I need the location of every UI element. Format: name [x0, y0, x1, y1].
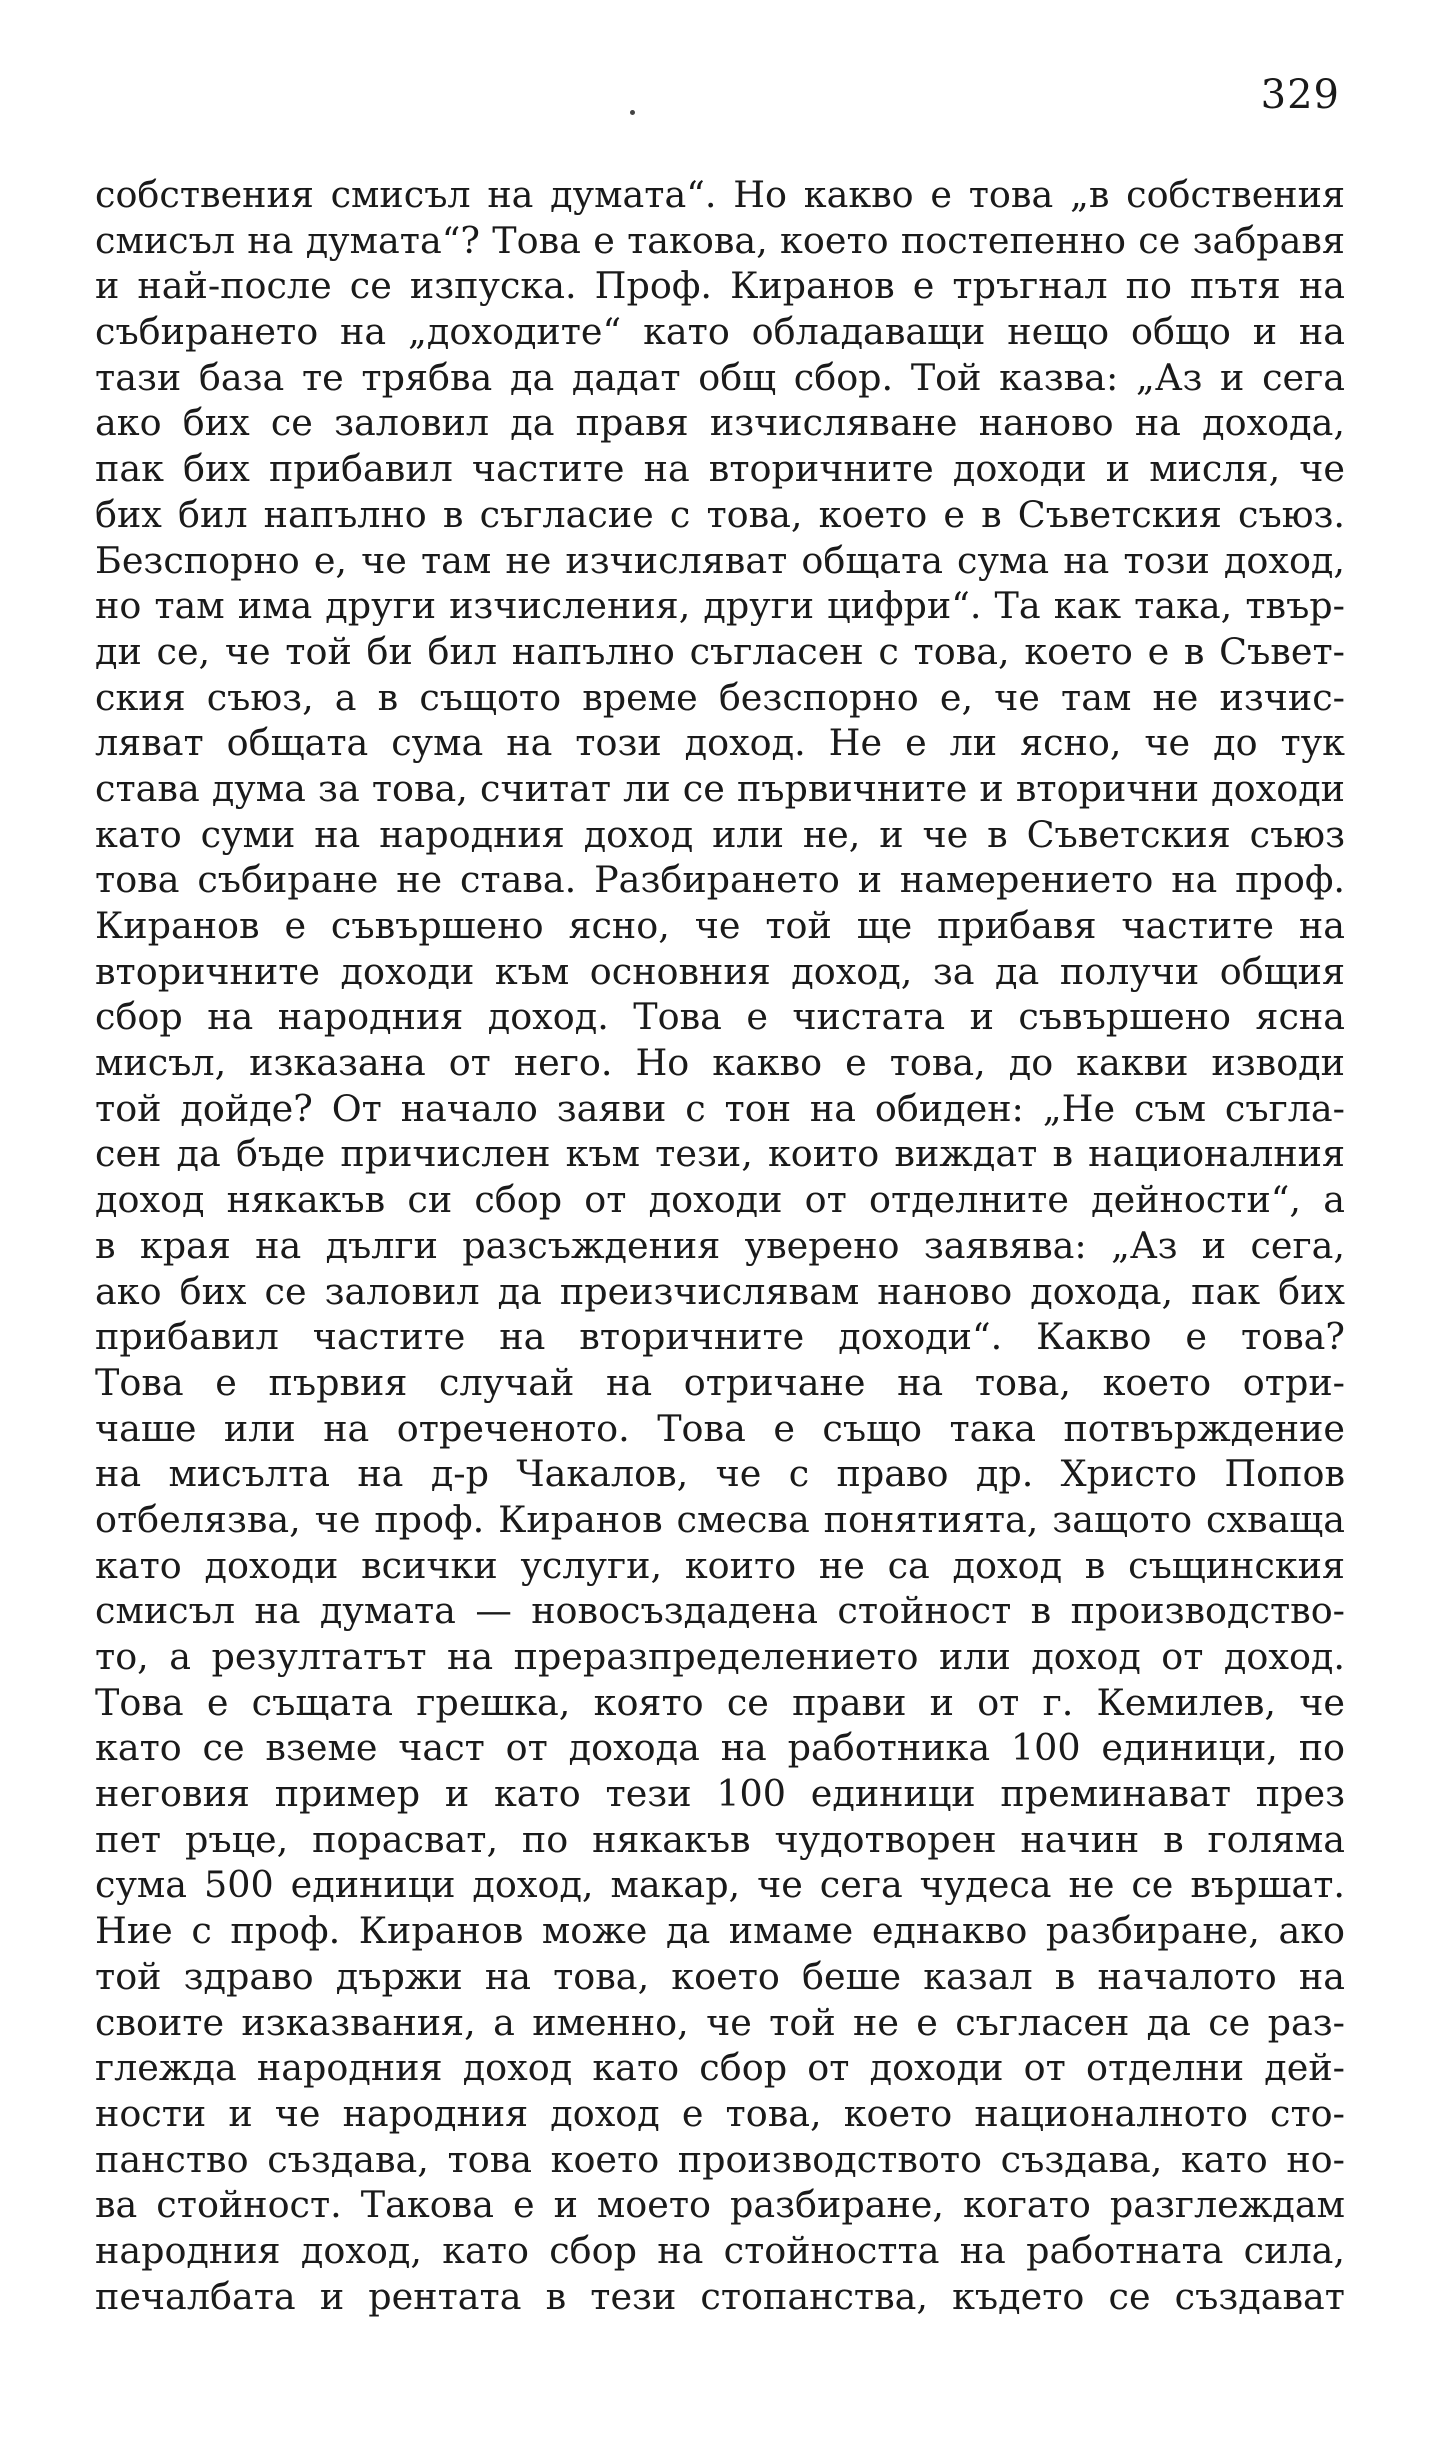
text-line: смисъл на думата“? Това е такова, което постепенно се забравя [95, 218, 1345, 262]
text-line: той дойде? От начало заяви с тон на обиден: „Не съм съгла- [95, 1086, 1345, 1130]
text-line: собствения смисъл на думата“. Но какво е това „в собствения [95, 173, 1345, 216]
text-line: доход някакъв си сбор от доходи от отделните дейности“, а [95, 1178, 1345, 1222]
text-line: ако бих се заловил да правя изчисляване наново на дохода, [95, 401, 1345, 445]
text-line: ди се, че той би бил напълно съгласен с това, което е в Съвет- [95, 629, 1345, 673]
text-line: ляват общата сума на този доход. Не е ли ясно, че до тук [95, 721, 1345, 765]
text-line: сбор на народния доход. Това е чистата и съвършено ясна [95, 995, 1345, 1039]
text-line: панство създава, това което производството създава, като но- [95, 2137, 1345, 2181]
text-line: ския съюз, а в същото време безспорно е, че там не изчис- [95, 675, 1345, 719]
text-line: Това е същата грешка, която се прави и от г. Кемилев, че [95, 1680, 1345, 1724]
text-line: Това е първия случай на отричане на това, което отри- [95, 1360, 1345, 1404]
text-line: мисъл, изказана от него. Но какво е това, до какви изводи [95, 1041, 1345, 1085]
text-line: сума 500 единици доход, макар, че сега чудеса не се вършат. [95, 1863, 1345, 1907]
page-number: 329 [1260, 72, 1340, 118]
text-line: той здраво държи на това, което беше казал в началото на [95, 1954, 1345, 1998]
text-line: Ние с проф. Киранов може да имаме еднакво разбиране, ако [95, 1909, 1345, 1953]
text-line: но там има други изчисления, други цифри“. Та как така, твър- [95, 584, 1345, 628]
text-line: като се вземе част от дохода на работника 100 единици, по [95, 1726, 1345, 1770]
text-line: тази база те трябва да дадат общ сбор. Той казва: „Аз и сега [95, 355, 1345, 399]
text-line: на мисълта на д-р Чакалов, че с право др. Христо Попов [95, 1452, 1345, 1496]
text-line: Киранов е съвършено ясно, че той ще прибавя частите на [95, 904, 1345, 947]
text-line: като доходи всички услуги, които не са доход в същинския [95, 1543, 1345, 1587]
text-line: става дума за това, считат ли се първичните и вторични доходи [95, 766, 1345, 810]
text-line: бих бил напълно в съгласие с това, което е в Съветския съюз. [95, 492, 1345, 536]
text-line: неговия пример и като тези 100 единици преминават през [95, 1772, 1345, 1816]
text-line: Безспорно е, че там не изчисляват общата сума на този доход, [95, 538, 1345, 582]
text-line: сен да бъде причислен към тези, които виждат в националния [95, 1132, 1345, 1176]
text-line: вторичните доходи към основния доход, за да получи общия [95, 949, 1345, 993]
text-line: ности и че народния доход е това, което националното сто- [95, 2091, 1345, 2135]
text-line: отбелязва, че проф. Киранов смесва понятията, защото схваща [95, 1497, 1345, 1541]
text-line: прибавил частите на вторичните доходи“. Какво е това? [95, 1315, 1345, 1359]
body-text [95, 172, 1345, 2319]
text-line: народния доход, като сбор на стойността на работната сила, [95, 2228, 1345, 2272]
text-line: своите изказвания, а именно, че той не е съгласен да се раз- [95, 2000, 1345, 2044]
text-line: глежда народния доход като сбор от доходи от отделни дей- [95, 2046, 1345, 2090]
text-line: то, а резултатът на преразпределението или доход от доход. [95, 1635, 1345, 1678]
text-line: ва стойност. Такова е и моето разбиране, когато разглеждам [95, 2183, 1345, 2227]
text-line: чаше или на отреченото. Това е също така потвърждение [95, 1406, 1345, 1450]
text-line: ако бих се заловил да преизчислявам наново дохода, пак бих [95, 1269, 1345, 1313]
text-line: пак бих прибавил частите на вторичните доходи и мисля, че [95, 447, 1345, 491]
print-speck [630, 110, 635, 115]
text-line: в края на дълги разсъждения уверено заявява: „Аз и сега, [95, 1223, 1345, 1267]
text-line: като суми на народния доход или не, и че в Съветския съюз [95, 812, 1345, 856]
text-line: смисъл на думата — новосъздадена стойност в производство- [95, 1589, 1345, 1633]
text-line: това събиране не става. Разбирането и намерението на проф. [95, 858, 1345, 902]
text-line: събирането на „доходите“ като обладаващи нещо общо и на [95, 310, 1345, 354]
text-line: пет ръце, порасват, по някакъв чудотворен начин в голяма [95, 1817, 1345, 1861]
text-line: и най-после се изпуска. Проф. Киранов е тръгнал по пътя на [95, 264, 1345, 308]
text-line: печалбата и рентата в тези стопанства, където се създават [95, 2274, 1345, 2318]
